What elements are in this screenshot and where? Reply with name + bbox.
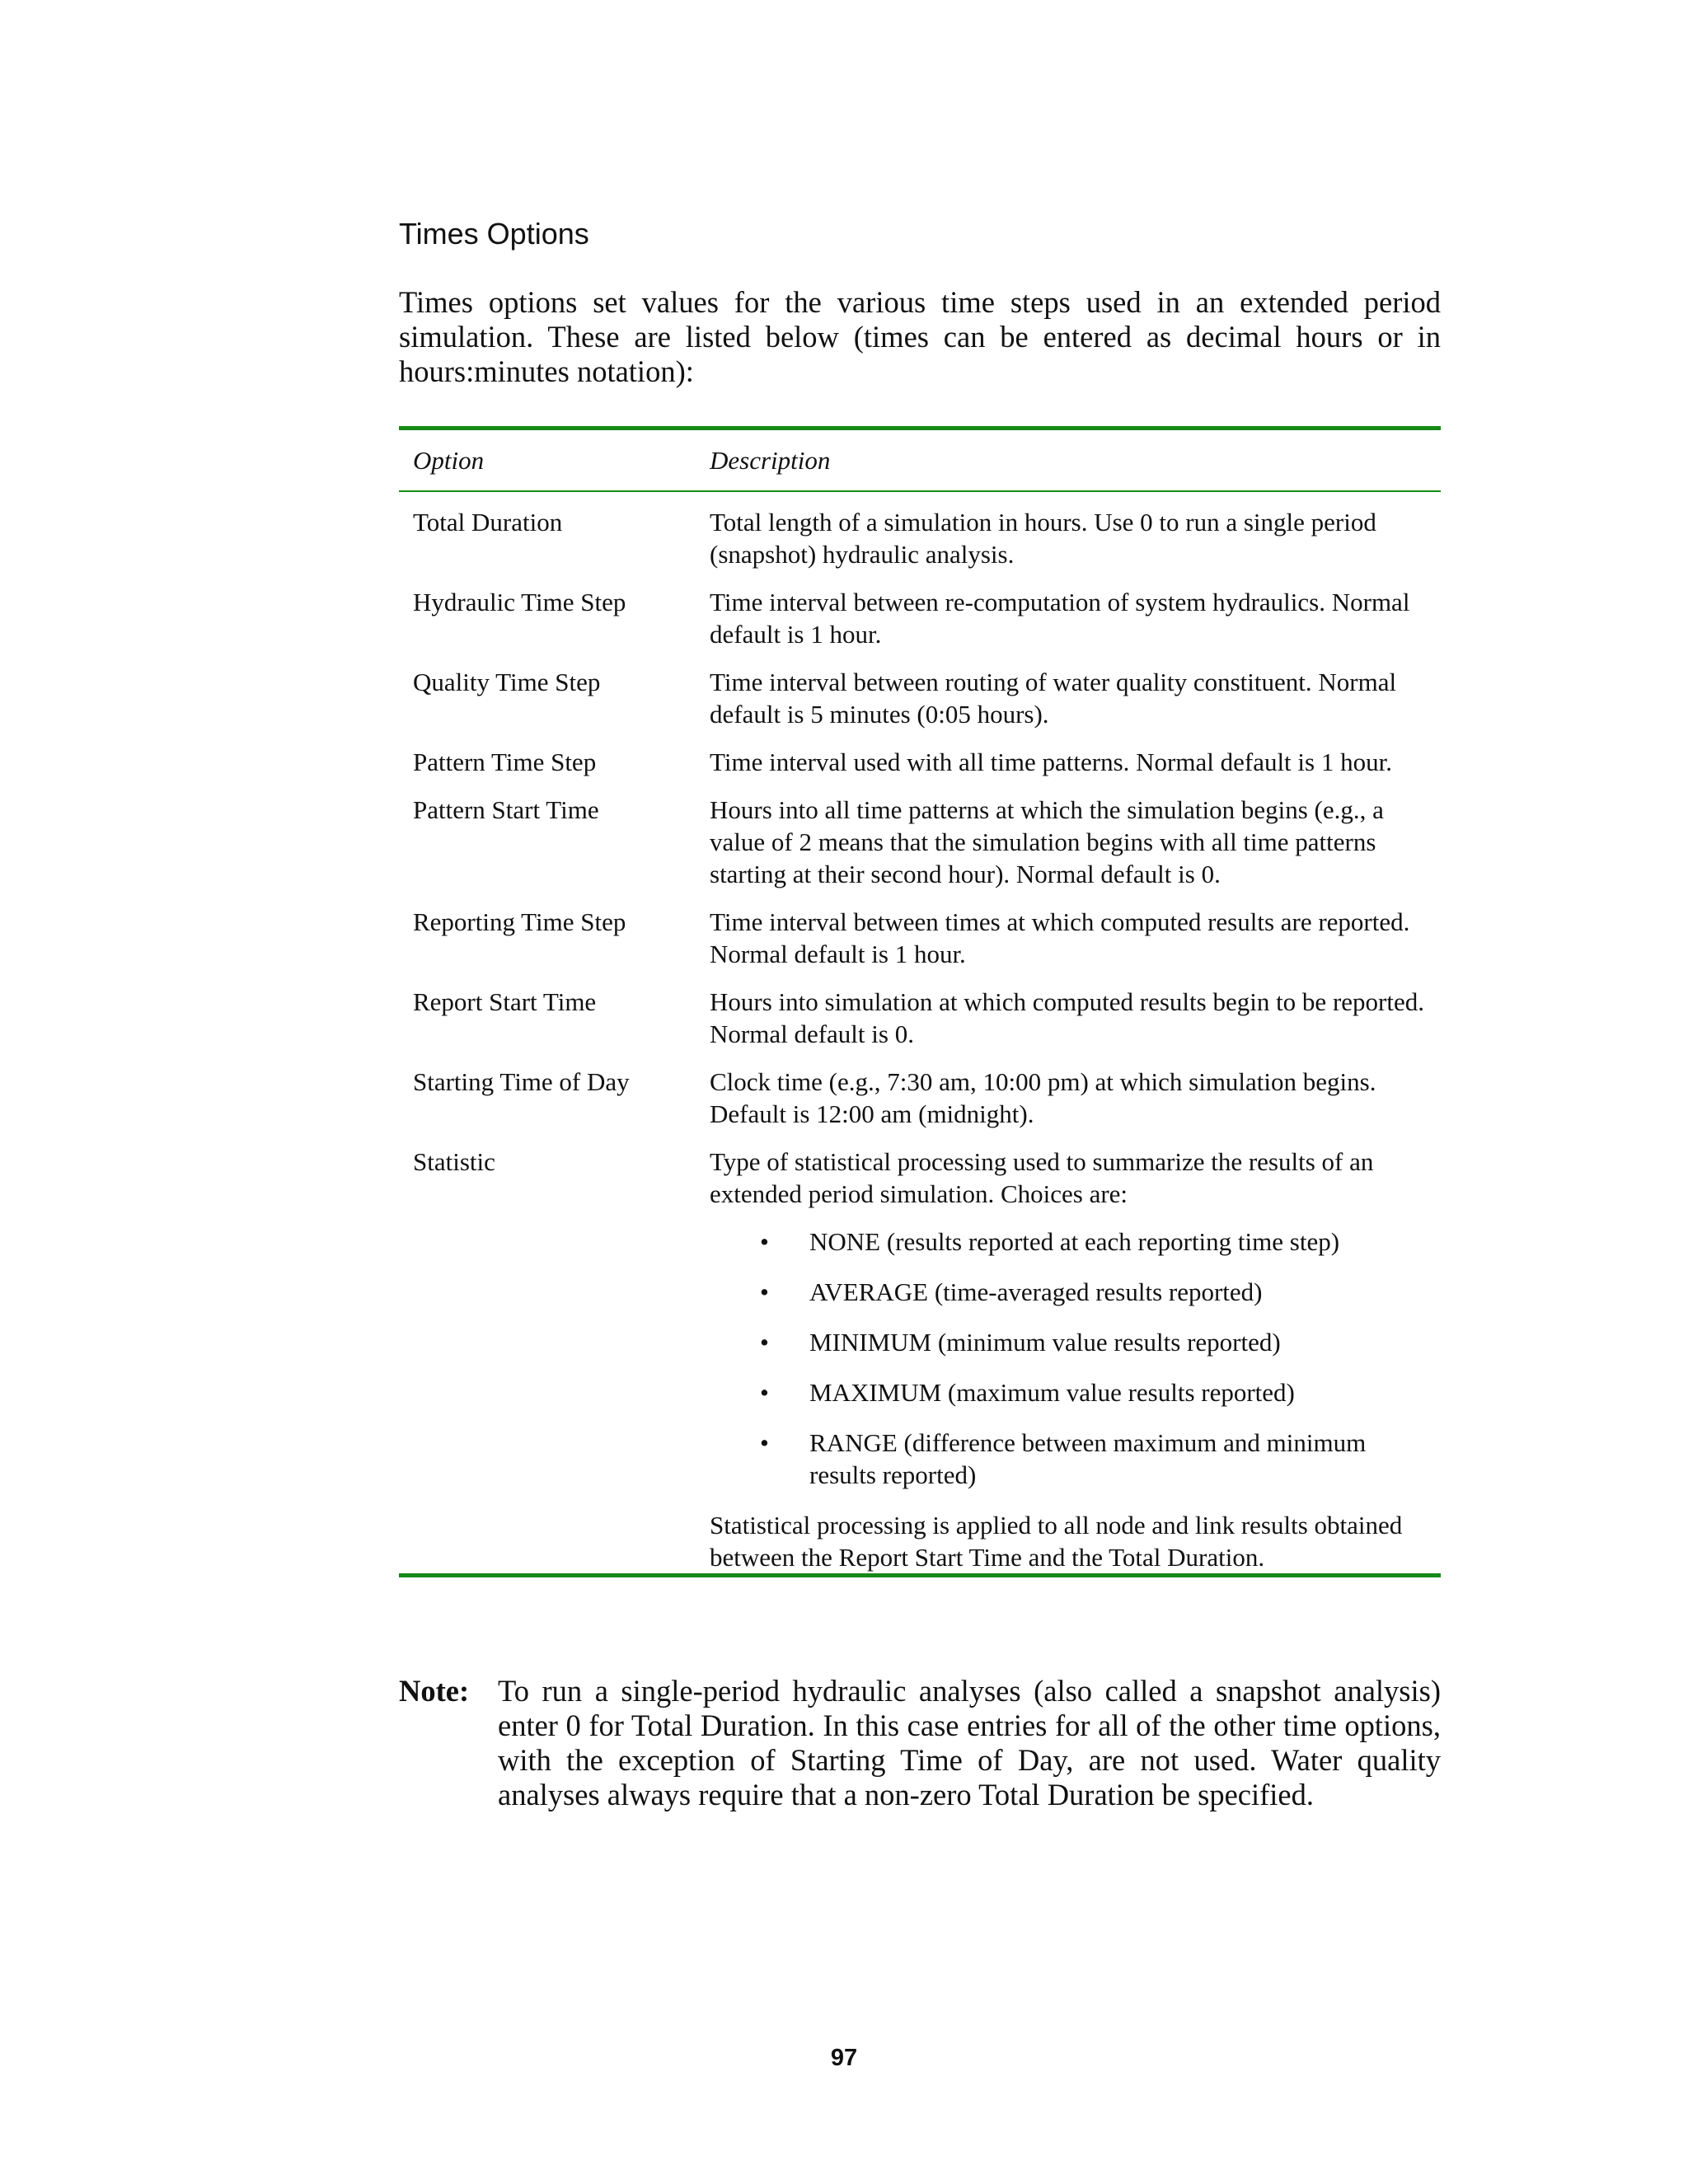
statistic-choices-list bbox=[710, 1226, 1424, 1491]
statistic-description-cell bbox=[710, 1146, 1441, 1573]
choice-text: MAXIMUM (maximum value results reported) bbox=[809, 1378, 1295, 1407]
table-row bbox=[399, 986, 1441, 1050]
times-options-table bbox=[399, 426, 1441, 1577]
table-row bbox=[399, 906, 1441, 970]
table-row bbox=[399, 586, 1441, 650]
statistic-footer-text: Statistical processing is applied to all node and link results obtained between the Report Start Time and the Total Duration. bbox=[710, 1511, 1403, 1572]
intro-paragraph: Times options set values for the various time steps used in an extended period simulation. These are listed below (times can be entered as decimal hours or in hours:minutes notation): bbox=[399, 285, 1441, 388]
option-name: Pattern Start Time bbox=[413, 795, 599, 824]
note-block bbox=[399, 1674, 1441, 1812]
table-row-statistic bbox=[399, 1146, 1441, 1573]
option-description: Hours into all time patterns at which the simulation begins (e.g., a value of 2 means that the simulation begins with all time patterns starting at their second hour). Normal default is 0. bbox=[710, 795, 1384, 888]
list-item bbox=[710, 1427, 1424, 1491]
option-name: Hydraulic Time Step bbox=[413, 588, 626, 616]
choice-text: NONE (results reported at each reporting time step) bbox=[809, 1227, 1340, 1256]
option-description: Time interval between times at which computed results are reported. Normal default is 1 hour. bbox=[710, 907, 1410, 968]
option-name: Reporting Time Step bbox=[413, 907, 626, 936]
bullet-icon: • bbox=[760, 1227, 769, 1256]
option-name: Total Duration bbox=[413, 508, 563, 537]
list-item bbox=[710, 1326, 1424, 1358]
option-name: Starting Time of Day bbox=[413, 1067, 630, 1096]
table-row bbox=[399, 794, 1441, 890]
choice-text: MINIMUM (minimum value results reported) bbox=[809, 1328, 1281, 1357]
option-description: Total length of a simulation in hours. Use 0 to run a single period (snapshot) hydraulic analysis. bbox=[710, 508, 1376, 569]
note-label: Note: bbox=[399, 1674, 470, 1708]
bullet-icon: • bbox=[760, 1428, 769, 1457]
list-item bbox=[710, 1276, 1424, 1308]
option-column-header: Option bbox=[413, 446, 485, 475]
option-name: Pattern Time Step bbox=[413, 748, 597, 776]
option-name: Report Start Time bbox=[413, 987, 597, 1016]
option-description: Time interval used with all time patterns. Normal default is 1 hour. bbox=[710, 748, 1392, 776]
option-description: Time interval between re-computation of system hydraulics. Normal default is 1 hour. bbox=[710, 588, 1410, 649]
table-row bbox=[399, 666, 1441, 730]
option-description: Clock time (e.g., 7:30 am, 10:00 pm) at which simulation begins. Default is 12:00 am (midnight). bbox=[710, 1067, 1376, 1128]
table-header bbox=[399, 430, 1441, 492]
table-row bbox=[399, 506, 1441, 570]
option-description: Hours into simulation at which computed results begin to be reported. Normal default is 0. bbox=[710, 987, 1424, 1048]
table-row bbox=[399, 746, 1441, 778]
bullet-icon: • bbox=[760, 1328, 769, 1357]
table-body bbox=[399, 492, 1441, 1573]
option-name: Quality Time Step bbox=[413, 668, 601, 696]
option-description: Type of statistical processing used to summarize the results of an extended period simulation. Choices are: bbox=[710, 1147, 1374, 1208]
bullet-icon: • bbox=[760, 1277, 769, 1306]
note-text: To run a single-period hydraulic analyses (also called a snapshot analysis) enter 0 for Total Duration. In this case entries for all of the other time options, with the exception of Starting Time of Day, are not used. Water quality analyses always require that a non-zero Total Duration be specified. bbox=[498, 1674, 1441, 1811]
list-item bbox=[710, 1376, 1424, 1408]
section-title: Times Options bbox=[399, 217, 589, 251]
list-item bbox=[710, 1226, 1424, 1258]
description-column-header: Description bbox=[710, 446, 831, 475]
bullet-icon: • bbox=[760, 1378, 769, 1407]
choice-text: AVERAGE (time-averaged results reported) bbox=[809, 1277, 1263, 1306]
choice-text: RANGE (difference between maximum and minimum results reported) bbox=[809, 1428, 1367, 1489]
table-row bbox=[399, 1066, 1441, 1130]
page-number: 97 bbox=[830, 2045, 858, 2071]
option-description: Time interval between routing of water quality constituent. Normal default is 5 minutes (0:05 hours). bbox=[710, 668, 1397, 729]
option-name: Statistic bbox=[413, 1147, 495, 1176]
